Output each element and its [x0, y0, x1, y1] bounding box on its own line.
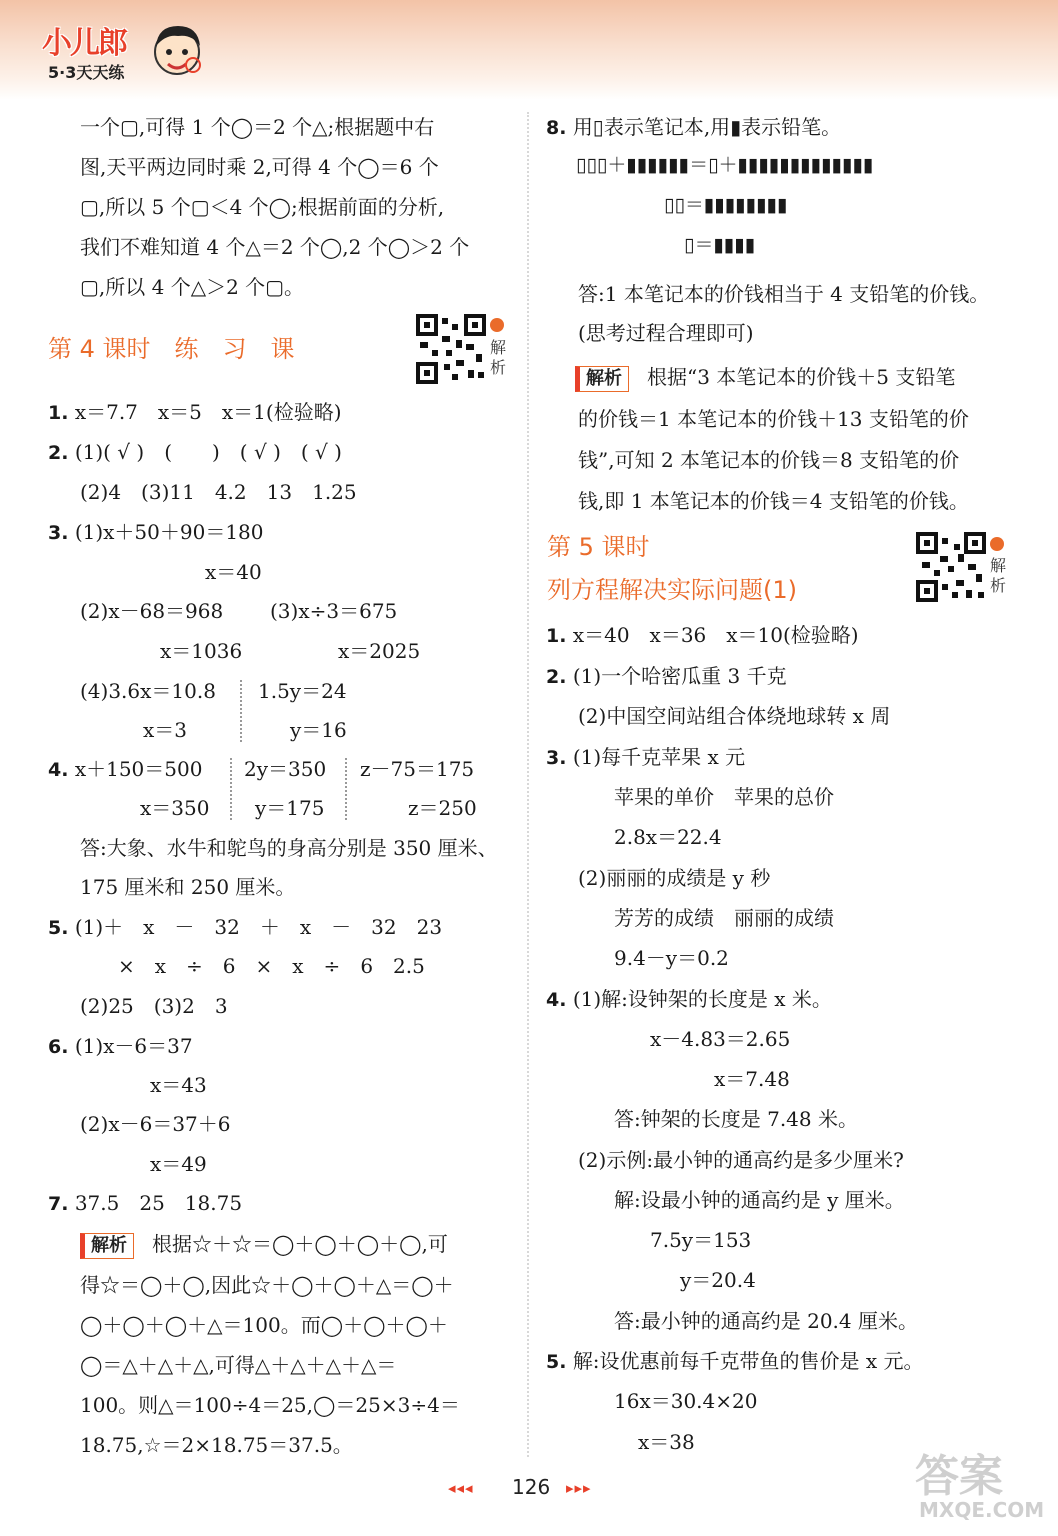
answer-text: x＝1036: [160, 639, 243, 663]
answer-text: (1)每千克苹果 x 元: [572, 745, 746, 769]
question-number: 3.: [48, 522, 69, 544]
logo-main-text: 小儿郎: [42, 26, 126, 61]
equation-line: ▯＝▮▮▮▮: [684, 234, 756, 256]
answer-text: x＋150＝500: [74, 757, 203, 781]
question-8: [546, 112, 841, 143]
answer-text: x＝2025: [338, 639, 421, 663]
question-2: [546, 661, 787, 692]
question-2: [48, 437, 342, 468]
answer-text: 答:钟架的长度是 7.48 米。: [614, 1107, 858, 1131]
intro-line: 一个▢,可得 1 个◯＝2 个△;根据题中右: [80, 115, 435, 139]
answer-text: (思考过程合理即可): [578, 321, 754, 345]
answer-text: x＝7.7 x＝5 x＝1(检验略): [74, 400, 342, 424]
analysis-text: 钱”,可知 2 本笔记本的价钱＝8 支铅笔的价: [578, 448, 960, 472]
answer-text: x＝7.48: [714, 1067, 790, 1091]
answer-text: 37.5 25 18.75: [74, 1191, 243, 1215]
analysis-line: [80, 1229, 448, 1259]
question-4: [48, 754, 202, 785]
answer-text: x＝40: [205, 560, 262, 584]
page-number: 126: [512, 1475, 551, 1499]
analysis-text: 钱,即 1 本笔记本的价钱＝4 支铅笔的价钱。: [578, 489, 969, 513]
answer-text: (4)3.6x＝10.8: [80, 679, 216, 703]
question-6: [48, 1031, 193, 1062]
answer-text: (3)x÷3＝675: [270, 599, 398, 623]
column-divider: [527, 112, 529, 1457]
lesson-5-subtitle: 列方程解决实际问题(1): [547, 576, 797, 604]
answer-text: x＝350: [140, 796, 210, 820]
analysis-text: ◯＝△＋△＋△,可得△＋△＋△＋△＝: [80, 1353, 397, 1377]
analysis-tag: 解析: [575, 366, 629, 392]
brand-logo: [30, 18, 205, 88]
analysis-text: 根据☆＋☆＝◯＋◯＋◯＋◯,可: [152, 1232, 448, 1256]
answer-text: 16x＝30.4×20: [614, 1389, 758, 1413]
analysis-text: ◯＋◯＋◯＋△＝100。而◯＋◯＋◯＋: [80, 1313, 448, 1337]
answer-text: y＝16: [290, 718, 347, 742]
answer-text: y＝175: [255, 796, 325, 820]
answer-text: 解:设优惠前每千克带鱼的售价是 x 元。: [572, 1349, 924, 1373]
answer-text: 2y＝350: [244, 757, 327, 781]
analysis-text: 100。则△＝100÷4＝25,◯＝25×3÷4＝: [80, 1393, 460, 1417]
answer-text: 答:最小钟的通高约是 20.4 厘米。: [614, 1309, 918, 1333]
play-icon: [990, 537, 1004, 551]
question-number: 8.: [546, 117, 567, 139]
question-number: 5.: [546, 1351, 567, 1373]
equation-line: ▯▯＝▮▮▮▮▮▮▮▮: [664, 194, 788, 216]
answer-text: (1)x＋50＋90＝180: [74, 520, 264, 544]
logo-sub-text: 5·3天天练: [48, 63, 125, 82]
answer-text: 苹果的单价 苹果的总价: [614, 785, 834, 809]
question-number: 5.: [48, 917, 69, 939]
answer-text: x＝40 x＝36 x＝10(检验略): [572, 623, 859, 647]
lesson-5-title: 第 5 课时: [547, 533, 650, 561]
answer-text: x＝49: [150, 1152, 207, 1176]
qr-code-icon[interactable]: [416, 314, 486, 384]
answer-text: z－75＝175: [360, 757, 475, 781]
lesson-4-title: 第 4 课时 练 习 课: [48, 335, 295, 363]
answer-text: 2.8x＝22.4: [614, 825, 722, 849]
answer-text: 9.4－y＝0.2: [614, 946, 729, 970]
answer-text: x＝3: [143, 718, 188, 742]
answer-text: x－4.83＝2.65: [650, 1027, 791, 1051]
answer-text: (2)x－68＝968: [80, 599, 224, 623]
analysis-text: 18.75,☆＝2×18.75＝37.5。: [80, 1433, 353, 1457]
answer-text: (2)中国空间站组合体绕地球转 x 周: [578, 704, 891, 728]
dotted-separator: [345, 758, 347, 820]
dotted-separator: [240, 680, 242, 742]
intro-line: ▢,所以 5 个▢＜4 个◯;根据前面的分析,: [80, 195, 445, 219]
answer-text: (1)一个哈密瓜重 3 千克: [572, 664, 787, 688]
answer-text: y＝20.4: [680, 1268, 756, 1292]
answer-text: x＝43: [150, 1073, 207, 1097]
analysis-text: 得☆＝◯＋◯,因此☆＋◯＋◯＋△＝◯＋: [80, 1273, 454, 1297]
answer-text: z＝250: [408, 796, 477, 820]
question-1: [546, 620, 859, 651]
answer-text: 用▯表示笔记本,用▮表示铅笔。: [572, 115, 842, 139]
question-3: [546, 742, 745, 773]
answer-text: 175 厘米和 250 厘米。: [80, 875, 296, 899]
answer-text: 1.5y＝24: [258, 679, 347, 703]
answer-text: x＝38: [638, 1430, 695, 1454]
answer-text: × x ÷ 6 × x ÷ 6 2.5: [118, 954, 425, 978]
question-number: 4.: [48, 759, 69, 781]
answer-text: 解:设最小钟的通高约是 y 厘米。: [614, 1188, 905, 1212]
qr-label: 解析: [990, 556, 1007, 595]
answer-text: (1)x－6＝37: [74, 1034, 193, 1058]
answer-text: (2)25 (3)2 3: [80, 994, 228, 1018]
question-number: 3.: [546, 747, 567, 769]
question-number: 2.: [546, 666, 567, 688]
watermark: [905, 1440, 1055, 1530]
answer-text: (2)4 (3)11 4.2 13 1.25: [80, 480, 357, 504]
arrows-right-icon: ▸▸▸: [566, 1479, 592, 1497]
question-3: [48, 517, 264, 548]
answer-text: (2)x－6＝37＋6: [80, 1112, 231, 1136]
question-1: [48, 397, 342, 428]
question-number: 1.: [48, 402, 69, 424]
watermark-url: MXQE.COM: [919, 1498, 1045, 1522]
question-5: [48, 912, 442, 943]
qr-code-icon[interactable]: [916, 532, 986, 602]
answer-text: (2)丽丽的成绩是 y 秒: [578, 866, 771, 890]
question-number: 1.: [546, 625, 567, 647]
question-number: 7.: [48, 1193, 69, 1215]
play-icon: [490, 318, 504, 332]
answer-text: 答:1 本笔记本的价钱相当于 4 支铅笔的价钱。: [578, 282, 990, 306]
question-number: 6.: [48, 1036, 69, 1058]
analysis-line: [575, 362, 955, 392]
analysis-tag: 解析: [80, 1233, 134, 1259]
answer-text: (1)解:设钟架的长度是 x 米。: [572, 987, 832, 1011]
equation-line: ▯▯▯＋▮▮▮▮▮▮＝▯＋▮▮▮▮▮▮▮▮▮▮▮▮▮: [576, 154, 874, 176]
intro-line: 我们不难知道 4 个△＝2 个◯,2 个◯＞2 个: [80, 235, 470, 259]
answer-text: 7.5y＝153: [650, 1228, 752, 1252]
arrows-left-icon: ◂◂◂: [448, 1479, 474, 1497]
intro-line: ▢,所以 4 个△＞2 个▢。: [80, 275, 305, 299]
answer-text: (1)( √ ) ( ) ( √ ) ( √ ): [74, 440, 342, 464]
analysis-text: 的价钱＝1 本笔记本的价钱＋13 支铅笔的价: [578, 407, 969, 431]
answer-text: 答:大象、水牛和鸵鸟的身高分别是 350 厘米、: [80, 836, 498, 860]
question-number: 4.: [546, 989, 567, 1011]
dotted-separator: [230, 758, 232, 820]
watermark-text: 答案: [915, 1451, 1003, 1502]
mascot-icon: [148, 20, 206, 82]
analysis-text: 根据“3 本笔记本的价钱＋5 支铅笔: [647, 365, 956, 389]
answer-text: (1)＋ x － 32 ＋ x － 32 23: [74, 915, 443, 939]
answer-text: (2)示例:最小钟的通高约是多少厘米?: [578, 1148, 904, 1172]
intro-line: 图,天平两边同时乘 2,可得 4 个◯＝6 个: [80, 155, 439, 179]
qr-label: 解析: [490, 338, 507, 377]
question-4: [546, 984, 832, 1015]
question-5: [546, 1346, 924, 1377]
answer-text: 芳芳的成绩 丽丽的成绩: [614, 906, 834, 930]
question-number: 2.: [48, 442, 69, 464]
question-7: [48, 1188, 242, 1219]
